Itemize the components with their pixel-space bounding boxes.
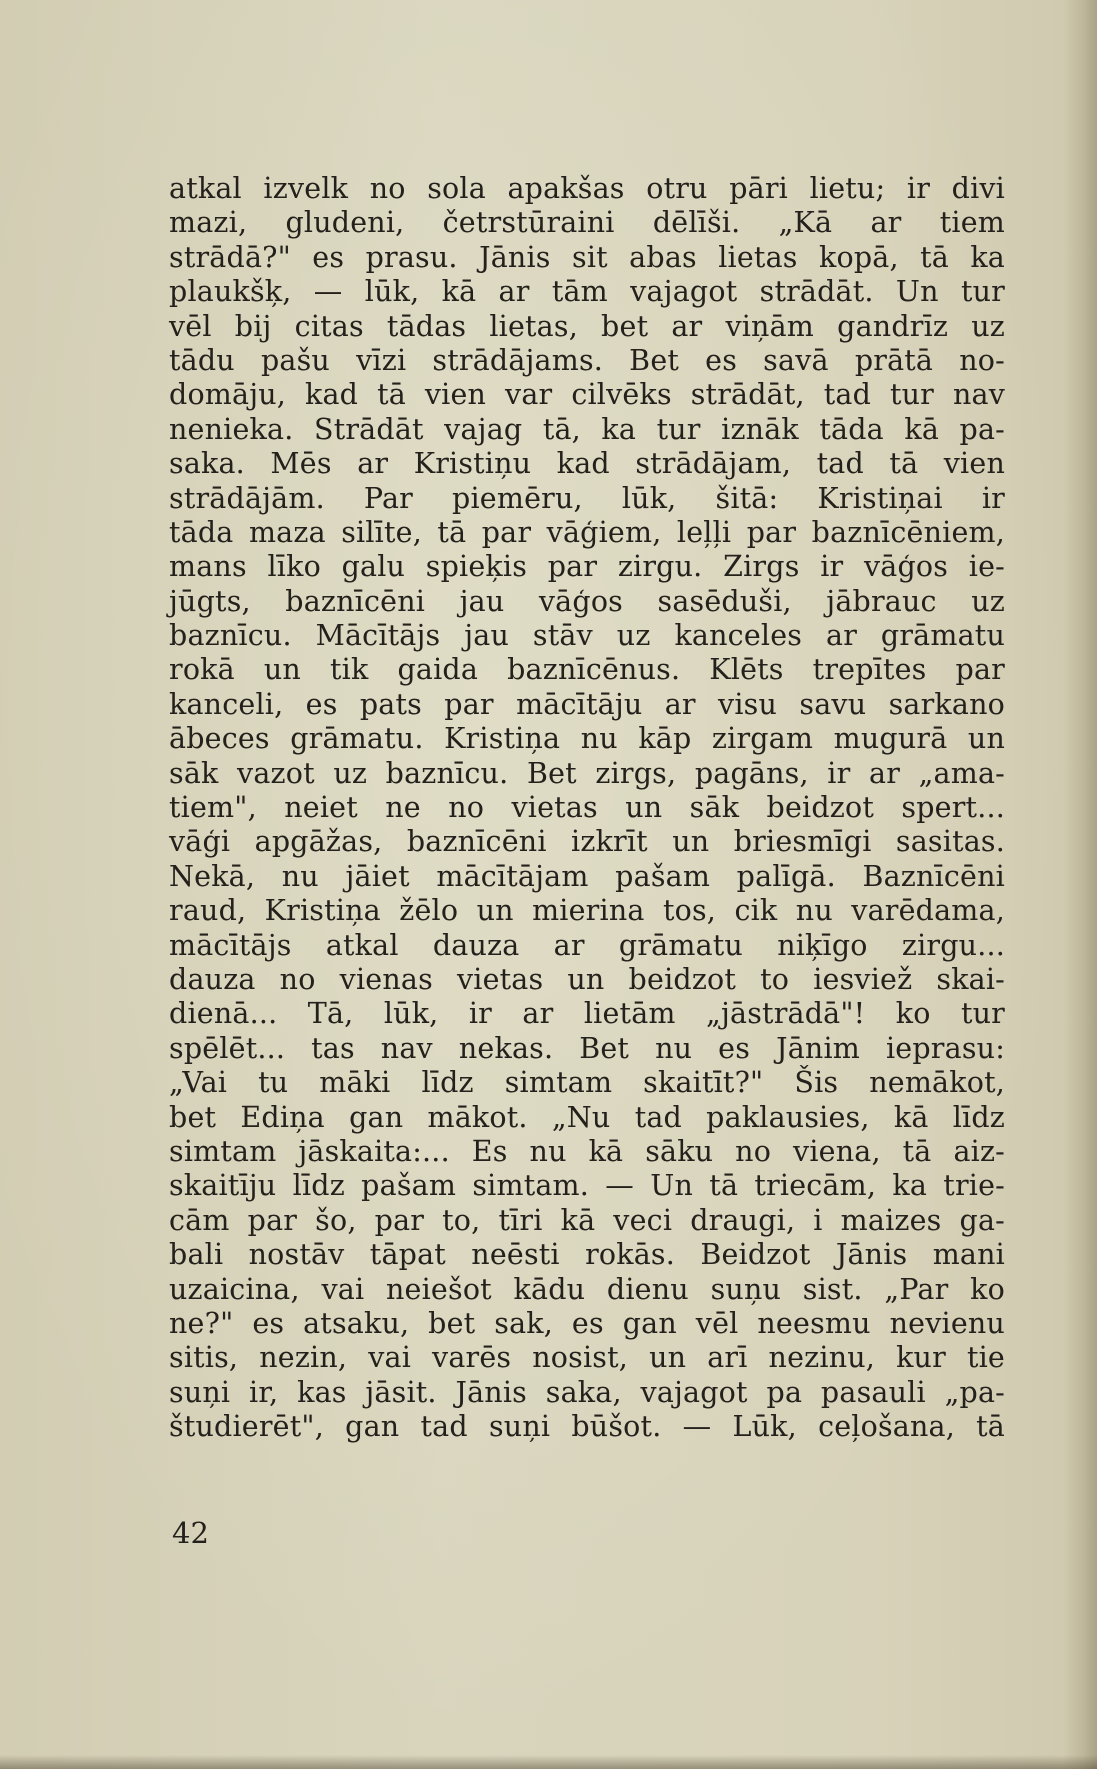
text-line: strādā?" es prasu. Jānis sit abas lietas kopā, tā ka [169, 240, 1005, 274]
body-text [169, 172, 1005, 1444]
text-line: jūgts, baznīcēni jau vāģos sasēduši, jābrauc uz [169, 584, 1005, 618]
text-line: atkal izvelk no sola apakšas otru pāri lietu; ir divi [169, 172, 1005, 205]
text-line: simtam jāskaita:... Es nu kā sāku no viena, tā aiz- [169, 1134, 1005, 1168]
text-line: sāk vazot uz baznīcu. Bet zirgs, pagāns, ir ar „ama- [169, 756, 1005, 790]
text-line: bet Ediņa gan mākot. „Nu tad paklausies, kā līdz [169, 1100, 1005, 1134]
text-line: domāju, kad tā vien var cilvēks strādāt, tad tur nav [169, 378, 1005, 412]
text-line: sitis, nezin, vai varēs nosist, un arī nezinu, kur tie [169, 1341, 1005, 1375]
text-line: mazi, gludeni, četrstūraini dēlīši. „Kā ar tiem [169, 206, 1005, 240]
text-line: mans līko galu spieķis par zirgu. Zirgs ir vāģos ie- [169, 550, 1005, 584]
text-line: Nekā, nu jāiet mācītājam pašam palīgā. Baznīcēni [169, 859, 1005, 893]
text-line: raud, Kristiņa žēlo un mierina tos, cik nu varēdama, [169, 894, 1005, 928]
text-line: dauza no vienas vietas un beidzot to iesviež skai- [169, 962, 1005, 996]
text-line: uzaicina, vai neiešot kādu dienu suņu sist. „Par ko [169, 1272, 1005, 1306]
page-number: 42 [172, 1516, 209, 1550]
text-line: ne?" es atsaku, bet sak, es gan vēl neesmu nevienu [169, 1306, 1005, 1340]
text-line: strādājām. Par piemēru, lūk, šitā: Kristiņai ir [169, 481, 1005, 515]
page-edge-shadow [1063, 0, 1097, 1769]
text-line: dienā... Tā, lūk, ir ar lietām „jāstrādā"! ko tur [169, 997, 1005, 1031]
text-line: plaukšķ, — lūk, kā ar tām vajagot strādāt. Un tur [169, 275, 1005, 309]
text-line: baznīcu. Mācītājs jau stāv uz kanceles ar grāmatu [169, 619, 1005, 653]
text-line: vēl bij citas tādas lietas, bet ar viņām gandrīz uz [169, 309, 1005, 343]
text-line: mācītājs atkal dauza ar grāmatu niķīgo zirgu... [169, 928, 1005, 962]
text-line: ābeces grāmatu. Kristiņa nu kāp zirgam mugurā un [169, 722, 1005, 756]
text-line: bali nostāv tāpat neēsti rokās. Beidzot Jānis mani [169, 1238, 1005, 1272]
text-line: „Vai tu māki līdz simtam skaitīt?" Šis nemākot, [169, 1066, 1005, 1100]
page-bottom-shadow [0, 1755, 1097, 1769]
text-line: nenieka. Strādāt vajag tā, ka tur iznāk tāda kā pa- [169, 412, 1005, 446]
text-line: vāģi apgāžas, baznīcēni izkrīt un briesmīgi sasitas. [169, 825, 1005, 859]
text-line: tādu pašu vīzi strādājams. Bet es savā prātā no- [169, 343, 1005, 377]
text-line: spēlēt... tas nav nekas. Bet nu es Jānim ieprasu: [169, 1031, 1005, 1065]
text-line: cām par šo, par to, tīri kā veci draugi, i maizes ga- [169, 1203, 1005, 1237]
text-line: tāda maza silīte, tā par vāģiem, leļļi par baznīcēniem, [169, 515, 1005, 549]
text-line: skaitīju līdz pašam simtam. — Un tā triecām, ka trie- [169, 1169, 1005, 1203]
text-line: rokā un tik gaida baznīcēnus. Klēts trepītes par [169, 653, 1005, 687]
text-line: kanceli, es pats par mācītāju ar visu savu sarkano [169, 687, 1005, 721]
text-line: suņi ir, kas jāsit. Jānis saka, vajagot pa pasauli „pa- [169, 1375, 1005, 1409]
text-line: saka. Mēs ar Kristiņu kad strādājam, tad tā vien [169, 447, 1005, 481]
text-line: študierēt", gan tad suņi būšot. — Lūk, ceļošana, tā [169, 1410, 1005, 1444]
text-line: tiem", neiet ne no vietas un sāk beidzot spert... [169, 791, 1005, 825]
